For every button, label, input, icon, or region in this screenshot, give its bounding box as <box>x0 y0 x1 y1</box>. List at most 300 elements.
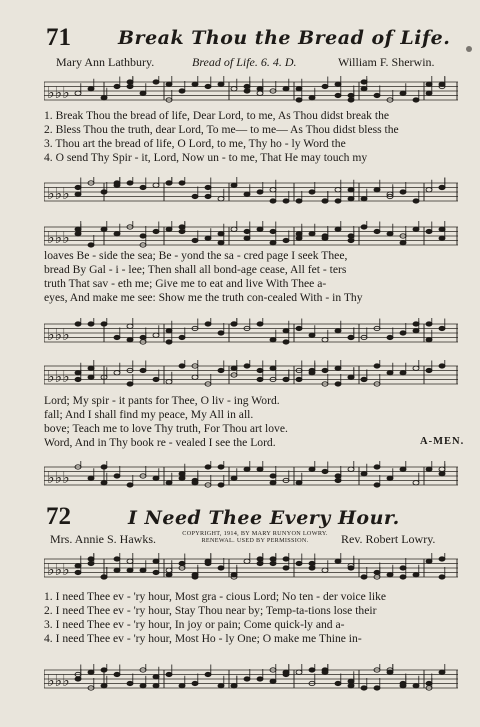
note-head <box>153 80 159 84</box>
note-head <box>218 684 224 688</box>
note-head <box>205 672 211 676</box>
note-head <box>439 326 445 330</box>
note-head <box>192 375 198 379</box>
note-head <box>231 227 237 231</box>
note-head <box>257 91 263 95</box>
note-head <box>257 87 263 91</box>
note-head <box>140 234 146 238</box>
note-head <box>296 377 302 381</box>
verse-line: 2. I need Thee ev - 'ry hour, Stay Thou near by; Temp-ta-tions lose their <box>44 604 377 617</box>
note-head <box>127 181 133 185</box>
note-head <box>283 557 289 561</box>
note-head <box>283 377 289 381</box>
staff-drawing <box>44 76 458 110</box>
note-head <box>88 670 94 674</box>
note-head <box>400 566 406 570</box>
note-head <box>88 243 94 247</box>
clef-icon: ♭♭♭ <box>47 228 70 247</box>
note-head <box>426 188 432 192</box>
clef-icon: ♭♭♭ <box>47 83 70 102</box>
note-head <box>257 467 263 471</box>
note-head <box>439 467 445 471</box>
note-head <box>361 80 367 84</box>
note-head <box>218 465 224 469</box>
note-head <box>439 557 445 561</box>
copyright-notice <box>170 530 340 544</box>
note-head <box>309 668 315 672</box>
note-head <box>309 467 315 471</box>
verse-line: 3. I need Thee ev - 'ry hour, In joy or pain; Come quick-ly and a- <box>44 618 345 631</box>
note-head <box>179 561 185 565</box>
note-head <box>335 366 341 370</box>
verse-line: Word, And in Thy book re - vealed I see the Lord. <box>44 436 276 449</box>
note-head <box>348 679 354 683</box>
note-head <box>114 557 120 561</box>
note-head <box>348 197 354 201</box>
note-head <box>270 474 276 478</box>
margin-mark <box>466 46 472 52</box>
note-head <box>205 322 211 326</box>
note-head <box>153 684 159 688</box>
note-head <box>413 98 419 102</box>
lyricist-credit: Mary Ann Lathbury. <box>56 55 155 69</box>
note-head <box>309 96 315 100</box>
note-head <box>309 232 315 236</box>
note-head <box>75 564 81 568</box>
note-head <box>374 570 380 574</box>
note-head <box>127 338 133 342</box>
note-head <box>231 366 237 370</box>
note-head <box>218 232 224 236</box>
note-head <box>101 96 107 100</box>
note-head <box>257 190 263 194</box>
note-head <box>322 199 328 203</box>
note-head <box>218 331 224 335</box>
note-head <box>140 91 146 95</box>
note-head <box>127 681 133 685</box>
note-head <box>322 236 328 240</box>
note-head <box>244 677 250 681</box>
note-head <box>257 377 263 381</box>
note-head <box>439 185 445 189</box>
note-head <box>270 229 276 233</box>
note-head <box>127 559 133 563</box>
note-head <box>387 232 393 236</box>
note-head <box>179 229 185 233</box>
note-head <box>426 368 432 372</box>
note-head <box>439 364 445 368</box>
copyright-line: RENEWAL. USED BY PERMISSION. <box>201 537 309 544</box>
note-head <box>101 322 107 326</box>
note-head <box>101 481 107 485</box>
note-head <box>140 568 146 572</box>
treble-staff <box>44 553 458 579</box>
note-head <box>257 561 263 565</box>
note-head <box>413 366 419 370</box>
note-head <box>296 199 302 203</box>
staff-drawing <box>44 318 458 352</box>
note-head <box>127 568 133 572</box>
bass-staff <box>44 318 458 344</box>
note-head <box>88 476 94 480</box>
note-head <box>205 236 211 240</box>
note-head <box>244 467 250 471</box>
note-head <box>283 238 289 242</box>
note-head <box>296 87 302 91</box>
note-head <box>257 368 263 372</box>
note-head <box>426 229 432 233</box>
note-head <box>166 573 172 577</box>
note-head <box>426 681 432 685</box>
verse-line: bove; Teach me to love Thy truth, For Thou art love. <box>44 422 288 435</box>
note-head <box>283 199 289 203</box>
note-head <box>270 338 276 342</box>
note-head <box>335 93 341 97</box>
note-head <box>309 561 315 565</box>
note-head <box>88 87 94 91</box>
treble-staff <box>44 360 458 386</box>
note-head <box>335 478 341 482</box>
verse-line: 1. Break Thou the bread of life, Dear Lord, to me, As Thou didst break the <box>44 109 390 122</box>
note-head <box>413 227 419 231</box>
verse-line: bread By Gal - i - lee; Then shall all bond-age cease, All fet - ters <box>44 263 347 276</box>
note-head <box>75 91 81 95</box>
note-head <box>348 684 354 688</box>
clef-icon: ♭♭♭ <box>47 560 70 579</box>
note-head <box>114 181 120 185</box>
note-head <box>361 472 367 476</box>
amen-label: A-MEN. <box>420 436 465 447</box>
note-head <box>153 675 159 679</box>
note-head <box>426 91 432 95</box>
note-head <box>413 684 419 688</box>
note-head <box>244 236 250 240</box>
note-head <box>192 481 198 485</box>
note-head <box>192 573 198 577</box>
note-head <box>296 481 302 485</box>
note-head <box>257 227 263 231</box>
note-head <box>140 684 146 688</box>
note-head <box>140 368 146 372</box>
verse-line: 4. O send Thy Spir - it, Lord, Now un - to me, That He may touch my <box>44 151 368 164</box>
note-head <box>75 570 81 574</box>
note-head <box>127 483 133 487</box>
note-head <box>205 84 211 88</box>
note-head <box>257 677 263 681</box>
note-head <box>400 684 406 688</box>
staff-drawing <box>44 360 458 394</box>
note-head <box>335 82 341 86</box>
note-head <box>140 185 146 189</box>
note-head <box>231 476 237 480</box>
note-head <box>387 476 393 480</box>
note-head <box>231 684 237 688</box>
note-head <box>348 375 354 379</box>
note-head <box>179 89 185 93</box>
note-head <box>218 241 224 245</box>
clef-icon: ♭♭♭ <box>47 184 70 203</box>
verse-line: fall; And I shall find my peace, My All in all. <box>44 408 254 421</box>
bass-staff <box>44 664 458 690</box>
note-head <box>296 326 302 330</box>
note-head <box>335 188 341 192</box>
note-head <box>179 364 185 368</box>
treble-staff <box>44 76 458 102</box>
note-head <box>439 472 445 476</box>
note-head <box>75 232 81 236</box>
note-head <box>179 335 185 339</box>
note-head <box>400 575 406 579</box>
note-head <box>166 568 172 572</box>
note-head <box>218 566 224 570</box>
note-head <box>192 194 198 198</box>
note-head <box>283 340 289 344</box>
note-head <box>179 476 185 480</box>
note-head <box>374 483 380 487</box>
note-head <box>348 188 354 192</box>
lyricist-credit: Mrs. Annie S. Hawks. <box>50 532 157 546</box>
note-head <box>218 483 224 487</box>
note-head <box>335 474 341 478</box>
note-head <box>270 557 276 561</box>
note-head <box>153 570 159 574</box>
note-head <box>270 561 276 565</box>
note-head <box>101 668 107 672</box>
note-head <box>361 686 367 690</box>
copyright-line: COPYRIGHT, 1914, BY MARY RUNYON LOWRY. <box>182 530 328 537</box>
note-head <box>127 324 133 328</box>
bass-staff <box>44 177 458 203</box>
note-head <box>296 670 302 674</box>
note-head <box>283 672 289 676</box>
verse-line: 4. I need Thee ev - 'ry hour, Most Ho - ly One; O make me Thine in- <box>44 632 362 645</box>
note-head <box>387 371 393 375</box>
note-head <box>75 192 81 196</box>
note-head <box>127 382 133 386</box>
note-head <box>413 322 419 326</box>
note-head <box>413 199 419 203</box>
note-head <box>348 238 354 242</box>
note-head <box>348 98 354 102</box>
note-head <box>322 469 328 473</box>
note-head <box>439 575 445 579</box>
note-head <box>439 236 445 240</box>
note-head <box>335 227 341 231</box>
clef-icon: ♭♭♭ <box>47 325 70 344</box>
verse-line: 1. I need Thee ev - 'ry hour, Most gra - cious Lord; No ten - der voice like <box>44 590 387 603</box>
note-head <box>270 241 276 245</box>
note-head <box>335 681 341 685</box>
note-head <box>426 82 432 86</box>
note-head <box>361 377 367 381</box>
note-head <box>309 190 315 194</box>
note-head <box>192 82 198 86</box>
note-head <box>192 238 198 242</box>
note-head <box>413 481 419 485</box>
note-head <box>153 377 159 381</box>
note-head <box>114 672 120 676</box>
note-head <box>283 87 289 91</box>
note-head <box>400 190 406 194</box>
note-head <box>244 364 250 368</box>
note-head <box>296 232 302 236</box>
note-head <box>283 566 289 570</box>
note-head <box>205 559 211 563</box>
note-head <box>400 91 406 95</box>
hymn-number: 72 <box>46 503 71 530</box>
note-head <box>335 382 341 386</box>
note-head <box>166 380 172 384</box>
note-head <box>439 670 445 674</box>
note-head <box>413 329 419 333</box>
note-head <box>309 333 315 337</box>
note-head <box>270 679 276 683</box>
note-head <box>374 364 380 368</box>
note-head <box>166 340 172 344</box>
note-head <box>374 188 380 192</box>
note-head <box>309 368 315 372</box>
note-head <box>244 192 250 196</box>
note-head <box>75 322 81 326</box>
note-head <box>257 557 263 561</box>
note-head <box>413 573 419 577</box>
note-head <box>166 329 172 333</box>
note-head <box>75 227 81 231</box>
note-head <box>335 559 341 563</box>
note-head <box>270 481 276 485</box>
note-head <box>114 232 120 236</box>
note-head <box>296 236 302 240</box>
note-head <box>218 82 224 86</box>
note-head <box>218 197 224 201</box>
treble-staff <box>44 221 458 247</box>
note-head <box>322 84 328 88</box>
note-head <box>153 333 159 337</box>
note-head <box>75 677 81 681</box>
clef-icon: ♭♭♭ <box>47 367 70 386</box>
note-head <box>270 188 276 192</box>
note-head <box>244 559 250 563</box>
note-head <box>270 366 276 370</box>
hymn-title: I Need Thee Every Hour. <box>128 507 400 529</box>
staff-drawing <box>44 177 458 211</box>
note-head <box>296 98 302 102</box>
note-head <box>88 366 94 370</box>
note-head <box>361 87 367 91</box>
note-head <box>88 322 94 326</box>
note-head <box>257 322 263 326</box>
note-head <box>88 557 94 561</box>
note-head <box>114 568 120 572</box>
note-head <box>231 573 237 577</box>
hymn-title: Break Thou the Bread of Life. <box>118 27 451 49</box>
verse-line: truth That sav - eth me; Give me to eat and live With Thee a- <box>44 277 327 290</box>
note-head <box>218 368 224 372</box>
note-head <box>114 335 120 339</box>
staff-drawing <box>44 553 458 587</box>
note-head <box>335 199 341 203</box>
note-head <box>101 227 107 231</box>
note-head <box>153 183 159 187</box>
note-head <box>153 229 159 233</box>
note-head <box>426 338 432 342</box>
note-head <box>270 199 276 203</box>
clef-icon: ♭♭♭ <box>47 671 70 690</box>
composer-credit: Rev. Robert Lowry. <box>341 532 436 546</box>
note-head <box>374 465 380 469</box>
note-head <box>153 476 159 480</box>
bass-staff <box>44 461 458 487</box>
note-head <box>374 229 380 233</box>
note-head <box>361 197 367 201</box>
note-head <box>205 194 211 198</box>
note-head <box>322 670 328 674</box>
note-head <box>426 322 432 326</box>
note-head <box>127 80 133 84</box>
note-head <box>348 93 354 97</box>
note-head <box>348 234 354 238</box>
note-head <box>166 481 172 485</box>
note-head <box>426 467 432 471</box>
hymn-number: 71 <box>46 24 71 51</box>
note-head <box>114 371 120 375</box>
note-head <box>309 566 315 570</box>
note-head <box>361 225 367 229</box>
note-head <box>361 575 367 579</box>
note-head <box>244 229 250 233</box>
verse-line: loaves Be - side the sea; Be - yond the sa - cred page I seek Thee, <box>44 249 348 262</box>
note-head <box>400 371 406 375</box>
note-head <box>140 335 146 339</box>
note-head <box>322 338 328 342</box>
verse-line: 2. Bless Thou the truth, dear Lord, To me— to me— As Thou didst bless the <box>44 123 399 136</box>
note-head <box>179 472 185 476</box>
note-head <box>400 467 406 471</box>
note-head <box>244 84 250 88</box>
note-head <box>348 566 354 570</box>
note-head <box>374 686 380 690</box>
note-head <box>322 568 328 572</box>
note-head <box>75 377 81 381</box>
note-head <box>335 329 341 333</box>
note-head <box>114 474 120 478</box>
note-head <box>114 84 120 88</box>
note-head <box>127 84 133 88</box>
note-head <box>101 684 107 688</box>
note-head <box>153 559 159 563</box>
note-head <box>348 467 354 471</box>
note-head <box>387 335 393 339</box>
note-head <box>101 190 107 194</box>
clef-icon: ♭♭♭ <box>47 468 70 487</box>
note-head <box>179 225 185 229</box>
note-head <box>439 82 445 86</box>
note-head <box>101 465 107 469</box>
note-head <box>426 559 432 563</box>
note-head <box>439 227 445 231</box>
note-head <box>166 672 172 676</box>
note-head <box>283 329 289 333</box>
note-head <box>374 93 380 97</box>
note-head <box>244 89 250 93</box>
note-head <box>166 227 172 231</box>
note-head <box>387 670 393 674</box>
note-head <box>166 82 172 86</box>
note-head <box>231 183 237 187</box>
note-head <box>387 573 393 577</box>
note-head <box>179 684 185 688</box>
note-head <box>231 87 237 91</box>
